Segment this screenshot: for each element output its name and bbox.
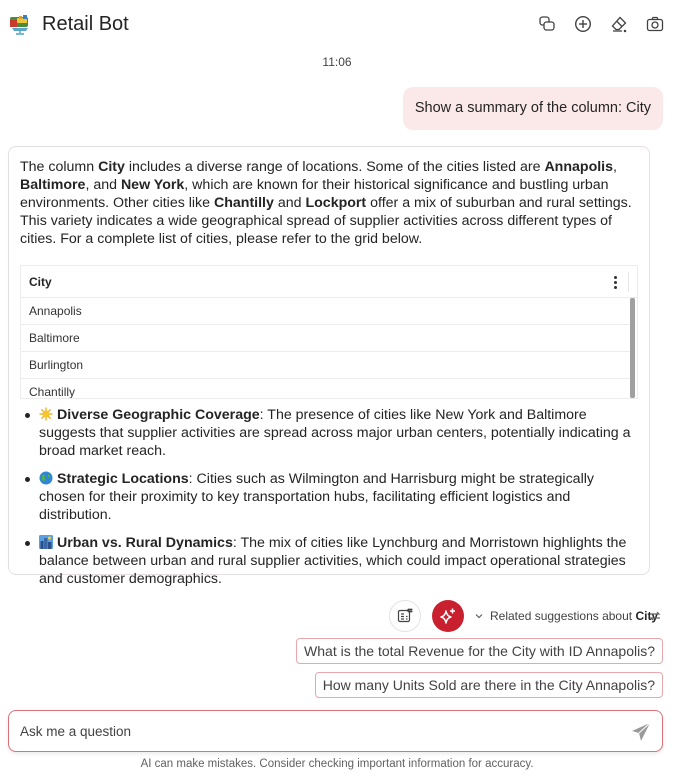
refresh-suggestions-icon[interactable] <box>648 609 662 623</box>
insight-item <box>20 534 642 588</box>
intro-text: and <box>273 195 306 211</box>
suggestions-label: Related suggestions about <box>490 609 636 623</box>
ai-suggestions-button[interactable] <box>432 600 464 632</box>
insight-text: : Cities such as Wilmington and Harrisburg might be strategically chosen for their proximity to key transportation hubs, facilitating efficient logistics and distribution. <box>39 471 594 523</box>
intro-text: The column <box>20 159 99 175</box>
more-vertical-icon-dot <box>614 286 617 289</box>
ai-disclaimer: AI can make mistakes. Consider checking important information for accuracy. <box>140 758 534 770</box>
plus-circle-icon <box>574 15 592 33</box>
grid-row[interactable]: Baltimore <box>21 325 631 352</box>
intro-emphasis: Baltimore <box>20 177 86 193</box>
message-timestamp: 11:06 <box>322 55 352 69</box>
sun-icon <box>39 407 53 421</box>
grid-view-icon <box>397 608 413 624</box>
intro-text: , and <box>85 177 121 193</box>
sparkle-icon <box>439 607 457 625</box>
globe-icon <box>39 471 53 485</box>
intro-text: includes a diverse range of locations. Some of the cities listed are <box>124 159 545 175</box>
app-header <box>0 0 674 50</box>
chat-bubbles-icon <box>538 15 556 33</box>
show-grid-button[interactable] <box>389 600 421 632</box>
chat-input-box <box>8 710 663 752</box>
grid-scrollbar[interactable] <box>630 298 635 399</box>
city-data-grid <box>20 265 638 399</box>
grid-row[interactable]: Burlington <box>21 352 631 379</box>
new-chat-button[interactable] <box>572 13 594 35</box>
app-title: Retail Bot <box>42 13 129 35</box>
insight-text: : The presence of cities like New York and Baltimore suggests that supplier activities are spread across major urban centers, potentially indicating a broad market reach. <box>39 407 631 459</box>
question-input[interactable] <box>20 721 610 741</box>
intro-emphasis: Lockport <box>305 195 367 211</box>
intro-emphasis: Annapolis <box>544 159 614 175</box>
column-menu-button[interactable] <box>609 273 621 291</box>
cityscape-icon <box>39 535 53 549</box>
suggestion-chip[interactable]: What is the total Revenue for the City with ID Annapolis? <box>296 638 663 664</box>
eraser-icon <box>610 15 628 33</box>
retail-bot-logo-icon <box>8 12 32 36</box>
screenshot-button[interactable] <box>644 13 666 35</box>
bot-response-intro <box>20 158 642 248</box>
bot-response-card <box>8 146 650 587</box>
insight-title: Urban vs. Rural Dynamics <box>57 535 233 551</box>
user-message-bubble: Show a summary of the column: City <box>403 87 663 130</box>
insight-item <box>20 406 642 460</box>
related-suggestions-toggle[interactable] <box>474 609 658 623</box>
grid-scrollbar-thumb[interactable] <box>630 298 635 398</box>
grid-row[interactable]: Chantilly <box>21 379 631 399</box>
chevron-down-icon <box>474 611 484 621</box>
intro-text: , which are known for their historical significance and bustling urban environments. Other cities like <box>20 177 609 211</box>
intro-emphasis: New York <box>120 177 185 193</box>
suggestions-bar <box>0 600 674 632</box>
grid-header <box>21 266 637 298</box>
insight-item <box>20 470 642 524</box>
grid-row[interactable]: Annapolis <box>21 298 631 325</box>
send-icon[interactable] <box>630 721 652 743</box>
column-divider[interactable] <box>628 272 629 292</box>
intro-emphasis: City <box>98 159 125 175</box>
grid-column-header-city[interactable]: City <box>29 275 52 289</box>
clear-chat-button[interactable] <box>608 13 630 35</box>
suggestions-topic: City <box>635 609 659 623</box>
more-vertical-icon <box>614 276 617 279</box>
suggestion-chip[interactable]: How many Units Sold are there in the City Annapolis? <box>315 672 663 698</box>
more-vertical-icon-dot <box>614 281 617 284</box>
insight-list <box>20 406 642 598</box>
insight-title: Strategic Locations <box>57 471 189 487</box>
chat-history-button[interactable] <box>536 13 558 35</box>
insight-text: : The mix of cities like Lynchburg and Morristown highlights the balance between urban and rural supplier activities, which could impact operational strategies and customer demographics. <box>39 535 627 587</box>
intro-text: offer a mix of suburban and rural settings. This variety indicates a wide geographical spread of supplier activities across different types of cities. For a complete list of cities, please refer to the grid below. <box>20 195 632 247</box>
intro-emphasis: Chantilly <box>213 195 274 211</box>
insight-title: Diverse Geographic Coverage <box>57 407 260 423</box>
intro-text: , <box>613 159 617 175</box>
camera-icon <box>646 15 664 33</box>
